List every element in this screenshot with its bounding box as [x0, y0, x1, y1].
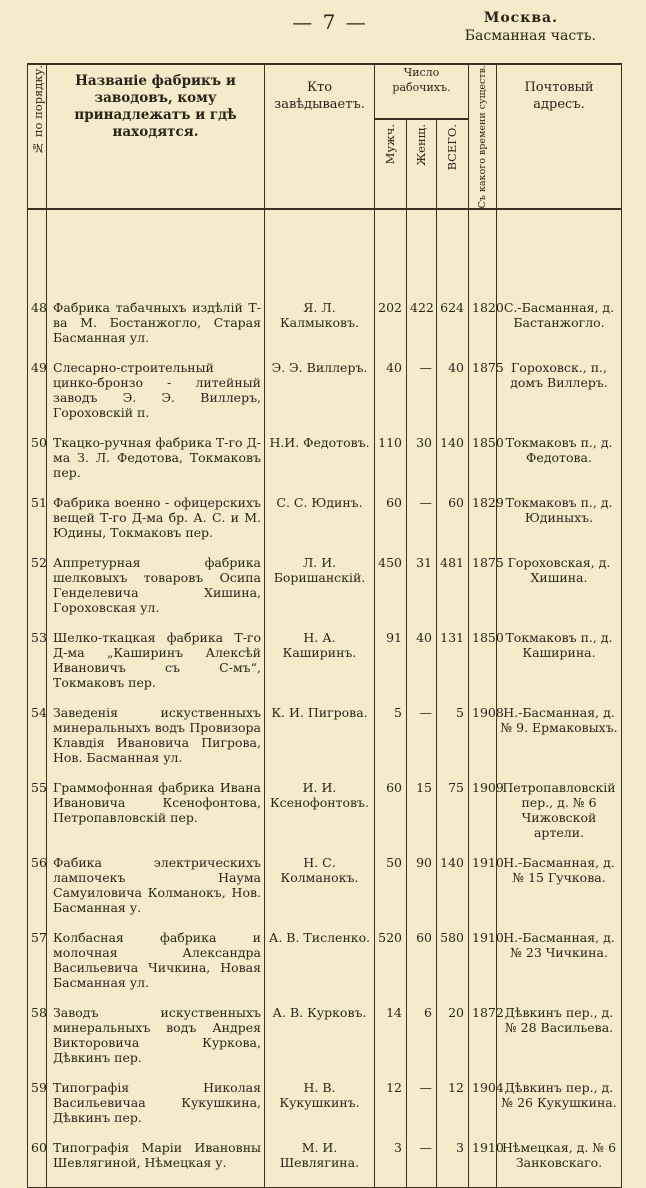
- manager-name: Н. В. Кукушкинъ.: [265, 1074, 375, 1134]
- factory-name: Типографiя Марiи Ивановны Шевлягиной, Нѣмецкая у.: [47, 1134, 265, 1179]
- total-count: 624: [437, 294, 469, 354]
- table-row: [28, 549, 622, 624]
- row-index: 48: [28, 294, 47, 354]
- women-count: 60: [407, 924, 437, 999]
- men-count: 40: [375, 354, 407, 429]
- total-count: 40: [437, 354, 469, 429]
- factory-name: Ткацко-ручная фабрика Т-го Д-ма З. Л. Федотова, Токмаковъ пер.: [47, 429, 265, 489]
- founded-year: 1875: [469, 354, 497, 429]
- men-count: 450: [375, 549, 407, 624]
- total-count: 140: [437, 849, 469, 924]
- postal-address: Гороховская, д. Хишина.: [497, 549, 622, 624]
- men-count: 5: [375, 699, 407, 774]
- table-body: [28, 209, 622, 1188]
- total-count: 12: [437, 1074, 469, 1134]
- men-count: 110: [375, 429, 407, 489]
- founded-year: 1850: [469, 624, 497, 699]
- factory-name: Заведенiя искуственныхъ минеральныхъ водъ Провизора Клавдiя Ивановича Пигрова, Нов. Басманная ул.: [47, 699, 265, 774]
- women-count: 422: [407, 294, 437, 354]
- postal-address: Петропавловскiй пер., д. № 6 Чижовской артели.: [497, 774, 622, 849]
- total-count: 60: [437, 489, 469, 549]
- total-count: 20: [437, 999, 469, 1074]
- women-count: —: [407, 1074, 437, 1134]
- postal-address: Токмаковъ п., д. Юдиныхъ.: [497, 489, 622, 549]
- factory-name: Аппретурная фабрика шелковыхъ товаровъ Осипа Генделевича Хишина, Гороховская ул.: [47, 549, 265, 624]
- row-index: 50: [28, 429, 47, 489]
- founded-year: 1872: [469, 999, 497, 1074]
- women-count: 6: [407, 999, 437, 1074]
- factory-name: Граммофонная фабрика Ивана Ивановича Ксенофонтова, Петропавловскiй пер.: [47, 774, 265, 849]
- table-row: [28, 624, 622, 699]
- manager-name: Н. А. Каширинъ.: [265, 624, 375, 699]
- col-address-header: Почтовый адресъ.: [497, 64, 622, 209]
- founded-year: 1908: [469, 699, 497, 774]
- founded-year: 1910: [469, 1134, 497, 1179]
- men-count: 50: [375, 849, 407, 924]
- factory-name: Колбасная фабрика и молочная Александра Васильевича Чичкина, Новая Басманная ул.: [47, 924, 265, 999]
- table-row: [28, 999, 622, 1074]
- row-index: 57: [28, 924, 47, 999]
- men-count: 60: [375, 489, 407, 549]
- factory-name: Фабрика военно - офицерскихъ вещей Т-го Д-ма бр. А. С. и М. Юдины, Токмаковъ пер.: [47, 489, 265, 549]
- founded-year: 1909: [469, 774, 497, 849]
- total-count: 75: [437, 774, 469, 849]
- women-count: 31: [407, 549, 437, 624]
- founded-year: 1850: [469, 429, 497, 489]
- men-count: 91: [375, 624, 407, 699]
- factory-name: Типографiя Николая Васильевичаа Кукушкина, Дѣвкинъ пер.: [47, 1074, 265, 1134]
- women-count: —: [407, 699, 437, 774]
- col-men-header: Мужч.: [375, 119, 407, 209]
- row-index: 60: [28, 1134, 47, 1179]
- table-row: [28, 1074, 622, 1134]
- men-count: 520: [375, 924, 407, 999]
- col-manager-header: Кто завѣдываетъ.: [265, 64, 375, 209]
- total-count: 140: [437, 429, 469, 489]
- table-row: [28, 699, 622, 774]
- row-index: 56: [28, 849, 47, 924]
- table-row: [28, 429, 622, 489]
- row-index: 52: [28, 549, 47, 624]
- manager-name: А. В. Курковъ.: [265, 999, 375, 1074]
- row-index: 49: [28, 354, 47, 429]
- col-workers-group-header: Число рабочихъ.: [375, 64, 469, 119]
- factory-name: Фабика электрическихъ лампочекъ Наума Самуиловича Колманокъ, Нов. Басманная у.: [47, 849, 265, 924]
- manager-name: А. В. Тисленко.: [265, 924, 375, 999]
- table-row: [28, 294, 622, 354]
- col-name-header: Названiе фабрикъ и заводовъ, кому принадлежатъ и гдѣ находятся.: [47, 64, 265, 209]
- row-index: 54: [28, 699, 47, 774]
- table-row: [28, 354, 622, 429]
- manager-name: К. И. Пигрова.: [265, 699, 375, 774]
- factory-name: Заводъ искуственныхъ минеральныхъ водъ Андрея Викторовича Куркова, Дѣвкинъ пер.: [47, 999, 265, 1074]
- col-index-header: № по порядку.: [28, 64, 47, 209]
- men-count: 3: [375, 1134, 407, 1179]
- row-index: 53: [28, 624, 47, 699]
- factory-name: Шелко-ткацкая фабрика Т-го Д-ма „Каширинъ Алексѣй Ивановичъ съ С-мъ“, Токмаковъ пер.: [47, 624, 265, 699]
- postal-address: Гороховск., п., домъ Виллеръ.: [497, 354, 622, 429]
- manager-name: М. И. Шевлягина.: [265, 1134, 375, 1179]
- women-count: —: [407, 489, 437, 549]
- founded-year: 1829: [469, 489, 497, 549]
- table-row: [28, 774, 622, 849]
- postal-address: Дѣвкинъ пер., д. № 26 Кукушкина.: [497, 1074, 622, 1134]
- manager-name: Я. Л. Калмыковъ.: [265, 294, 375, 354]
- women-count: —: [407, 1134, 437, 1179]
- header-row: [28, 64, 622, 119]
- women-count: 30: [407, 429, 437, 489]
- manager-name: Н. С. Колманокъ.: [265, 849, 375, 924]
- table-row: [28, 924, 622, 999]
- blank-spacer-row: [28, 209, 622, 294]
- table-row: [28, 849, 622, 924]
- postal-address: Н.-Басманная, д. № 23 Чичкина.: [497, 924, 622, 999]
- women-count: —: [407, 354, 437, 429]
- founded-year: 1910: [469, 924, 497, 999]
- district-header: Басманная часть.: [464, 28, 596, 44]
- postal-address: Нѣмецкая, д. № 6 Занковскаго.: [497, 1134, 622, 1179]
- table-row: [28, 489, 622, 549]
- table-row: [28, 1134, 622, 1179]
- col-since-header: Съ какого времени существ.: [469, 64, 497, 209]
- manager-name: Э. Э. Виллеръ.: [265, 354, 375, 429]
- factory-name: Фабрика табачныхъ издѣлiй Т-ва М. Бостанжогло, Старая Басманная ул.: [47, 294, 265, 354]
- men-count: 60: [375, 774, 407, 849]
- postal-address: Дѣвкинъ пер., д. № 28 Васильева.: [497, 999, 622, 1074]
- women-count: 15: [407, 774, 437, 849]
- total-count: 580: [437, 924, 469, 999]
- men-count: 14: [375, 999, 407, 1074]
- col-women-header: Женщ.: [407, 119, 437, 209]
- factory-table: [27, 63, 622, 1188]
- factory-name: Слесарно-строительный цинко-бронзо - литейный заводъ Э. Э. Виллеръ, Гороховскiй п.: [47, 354, 265, 429]
- women-count: 90: [407, 849, 437, 924]
- postal-address: Токмаковъ п., д. Каширина.: [497, 624, 622, 699]
- founded-year: 1910: [469, 849, 497, 924]
- manager-name: С. С. Юдинъ.: [265, 489, 375, 549]
- total-count: 131: [437, 624, 469, 699]
- row-index: 58: [28, 999, 47, 1074]
- row-index: 55: [28, 774, 47, 849]
- total-count: 5: [437, 699, 469, 774]
- founded-year: 1875: [469, 549, 497, 624]
- women-count: 40: [407, 624, 437, 699]
- row-index: 51: [28, 489, 47, 549]
- men-count: 202: [375, 294, 407, 354]
- postal-address: Н.-Басманная, д. № 15 Гучкова.: [497, 849, 622, 924]
- table-bottom-border: [28, 1179, 622, 1188]
- postal-address: Н.-Басманная, д. № 9. Ермаковыхъ.: [497, 699, 622, 774]
- postal-address: Токмаковъ п., д. Федотова.: [497, 429, 622, 489]
- total-count: 3: [437, 1134, 469, 1179]
- col-total-header: ВСЕГО.: [437, 119, 469, 209]
- manager-name: Л. И. Боришанскiй.: [265, 549, 375, 624]
- total-count: 481: [437, 549, 469, 624]
- founded-year: 1904: [469, 1074, 497, 1134]
- city-header: Москва.: [483, 10, 558, 26]
- founded-year: 1820: [469, 294, 497, 354]
- manager-name: И. И. Ксенофонтовъ.: [265, 774, 375, 849]
- page-number: — 7 —: [292, 10, 368, 34]
- postal-address: С.-Басманная, д. Бастанжогло.: [497, 294, 622, 354]
- manager-name: Н.И. Федотовъ.: [265, 429, 375, 489]
- men-count: 12: [375, 1074, 407, 1134]
- row-index: 59: [28, 1074, 47, 1134]
